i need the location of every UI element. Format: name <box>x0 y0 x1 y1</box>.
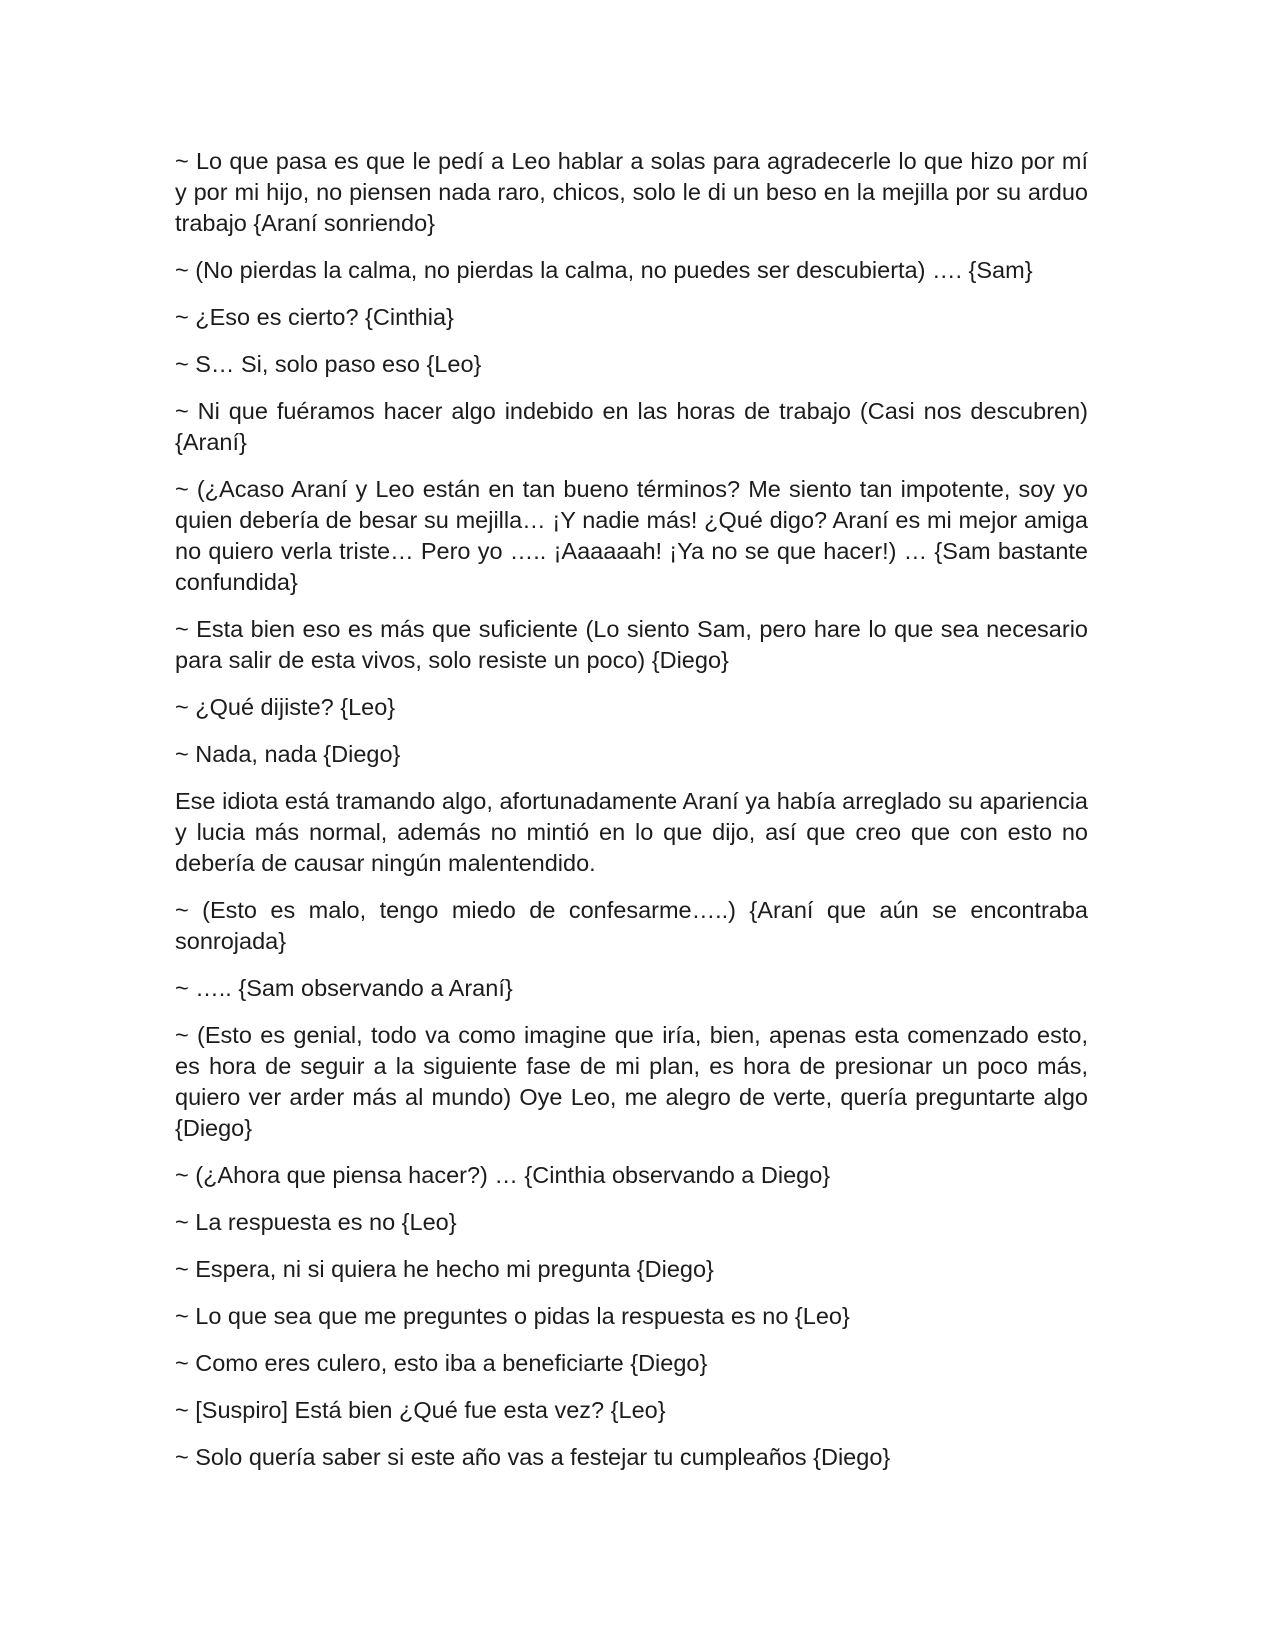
paragraph: ~ (¿Acaso Araní y Leo están en tan bueno términos? Me siento tan impotente, soy yo quien debería de besar su mejilla… ¡Y nadie más! ¿Qué digo? Araní es mi mejor amiga no quiero verla triste… Pero yo ….. ¡Aaaaaah! ¡Ya no se que hacer!) … {Sam bastante confundida} <box>175 476 1088 595</box>
paragraph: ~ La respuesta es no {Leo} <box>175 1209 457 1235</box>
paragraph: ~ S… Si, solo paso eso {Leo} <box>175 351 482 377</box>
paragraph: ~ ¿Eso es cierto? {Cinthia} <box>175 304 454 330</box>
paragraph: ~ ¿Qué dijiste? {Leo} <box>175 694 396 720</box>
paragraph: ~ Lo que pasa es que le pedí a Leo hablar a solas para agradecerle lo que hizo por mí y por mi hijo, no piensen nada raro, chicos, solo le di un beso en la mejilla por su arduo trabajo {Araní sonriendo} <box>175 148 1088 236</box>
paragraph: ~ Solo quería saber si este año vas a festejar tu cumpleaños {Diego} <box>175 1444 891 1470</box>
paragraph: ~ [Suspiro] Está bien ¿Qué fue esta vez? {Leo} <box>175 1397 666 1423</box>
paragraph: ~ (¿Ahora que piensa hacer?) … {Cinthia observando a Diego} <box>175 1162 831 1188</box>
text-body <box>175 146 1088 1489</box>
paragraph: ~ Lo que sea que me preguntes o pidas la respuesta es no {Leo} <box>175 1303 850 1329</box>
paragraph: Ese idiota está tramando algo, afortunadamente Araní ya había arreglado su apariencia y lucia más normal, además no mintió en lo que dijo, así que creo que con esto no debería de causar ningún malentendido. <box>175 788 1088 876</box>
paragraph: ~ Nada, nada {Diego} <box>175 741 401 767</box>
paragraph: ~ ….. {Sam observando a Araní} <box>175 975 513 1001</box>
paragraph: ~ Ni que fuéramos hacer algo indebido en las horas de trabajo (Casi nos descubren) {Araní} <box>175 398 1088 455</box>
paragraph: ~ Esta bien eso es más que suficiente (Lo siento Sam, pero hare lo que sea necesario para salir de esta vivos, solo resiste un poco) {Diego} <box>175 616 1088 673</box>
paragraph: ~ Espera, ni si quiera he hecho mi pregunta {Diego} <box>175 1256 714 1282</box>
paragraph: ~ Como eres culero, esto iba a beneficiarte {Diego} <box>175 1350 708 1376</box>
paragraph: ~ (Esto es genial, todo va como imagine que iría, bien, apenas esta comenzado esto, es hora de seguir a la siguiente fase de mi plan, es hora de presionar un poco más, quiero ver arder más al mundo) Oye Leo, me alegro de verte, quería preguntarte algo {Diego} <box>175 1022 1088 1141</box>
paragraph: ~ (Esto es malo, tengo miedo de confesarme…..) {Araní que aún se encontraba sonrojada} <box>175 897 1088 954</box>
paragraph: ~ (No pierdas la calma, no pierdas la calma, no puedes ser descubierta) …. {Sam} <box>175 257 1033 283</box>
